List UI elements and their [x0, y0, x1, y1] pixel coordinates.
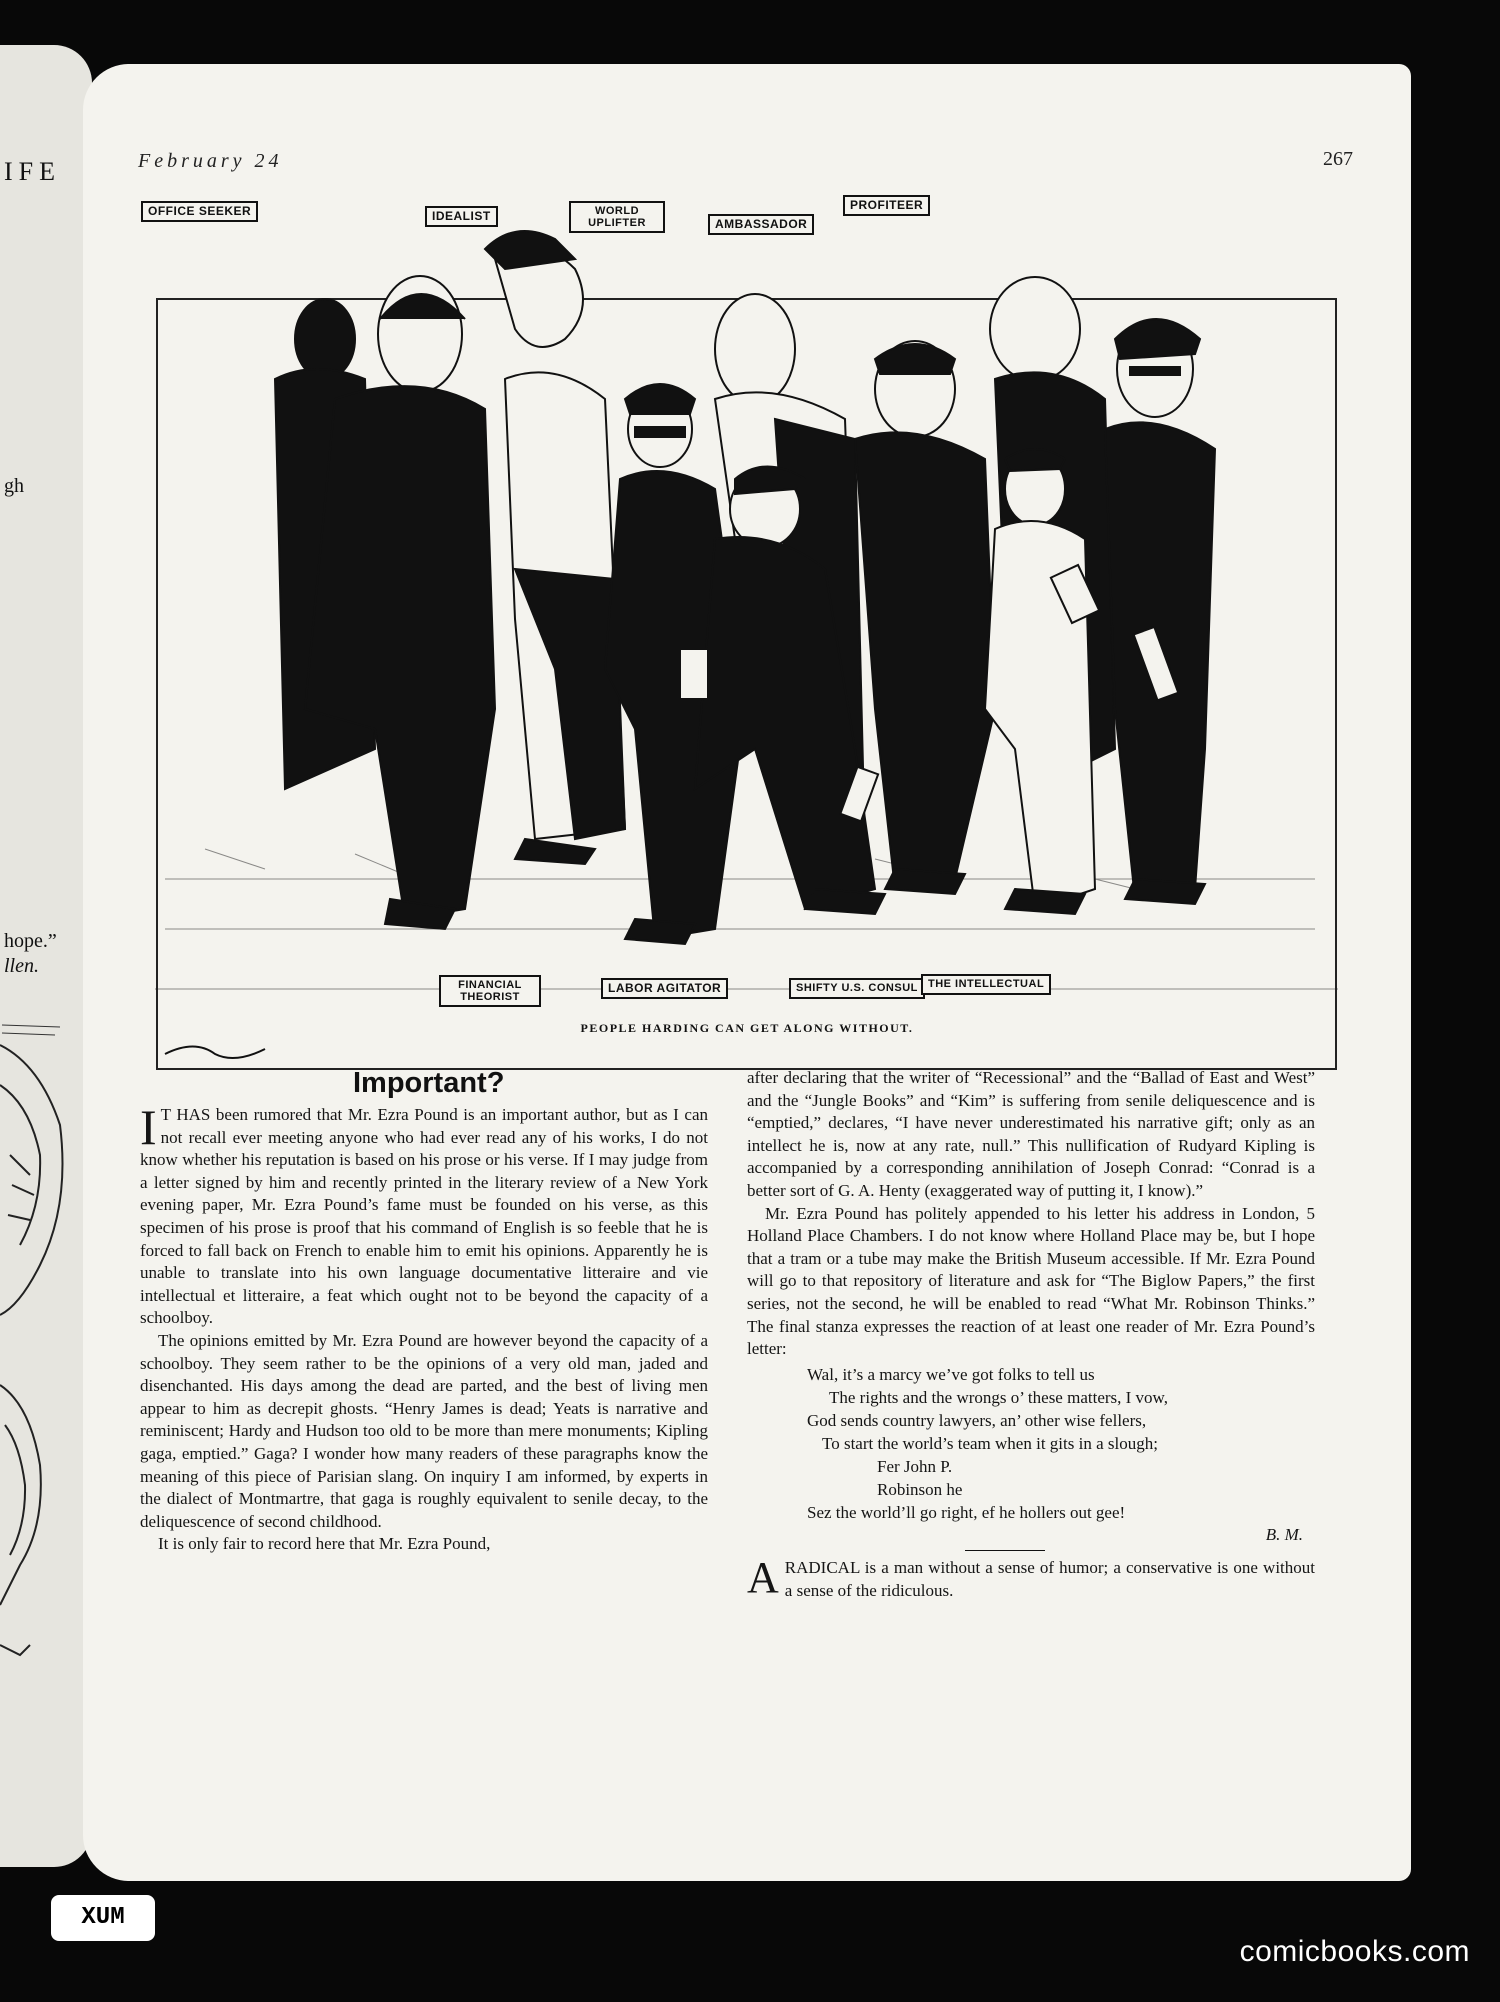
facing-page-text-fragment: llen.: [4, 955, 39, 977]
divider: [965, 1550, 1045, 1551]
facing-page-text-fragment: hope.”: [4, 930, 57, 952]
poem-line: To start the world’s team when it gits in a slough;: [822, 1433, 1158, 1453]
facing-page-title-fragment: IFE: [4, 157, 61, 186]
magazine-page: [83, 64, 1411, 1881]
article-title: Important?: [353, 1067, 505, 1099]
cartoon-caption: PEOPLE HARDING CAN GET ALONG WITHOUT.: [580, 1021, 914, 1035]
poem-line: Fer John P.: [877, 1456, 953, 1476]
facing-page: [0, 45, 92, 1867]
watermark: comicbooks.com: [1239, 1935, 1470, 1968]
cartoon-illustration: [155, 189, 1338, 1071]
drop-cap: I: [140, 1099, 157, 1155]
page-number: 267: [1323, 148, 1353, 170]
drop-cap: A: [747, 1553, 779, 1603]
poem-stanza: [747, 1363, 1315, 1524]
label-office-seeker: OFFICE SEEKER: [141, 201, 258, 222]
label-ambassador: AMBASSADOR: [708, 214, 814, 235]
page-date: February 24: [138, 150, 283, 172]
scan-stamp: XUM: [51, 1895, 155, 1941]
label-profiteer: PROFITEER: [843, 195, 930, 216]
article-paragraph: after declaring that the writer of “Recessional” and the “Ballad of East and West” and the “Jungle Books” and “Kim” is suffering from senile deliquescence and is “emptied,” declares, “I have never underestimated his narrative gift; only as an intellect he is, now at any rate, null.” This nullification of Rudyard Kipling is accompanied by a corresponding annihilation of Joseph Conrad: “Conrad is a better sort of G. A. Henty (exaggerated way of putting it, I know).”: [747, 1068, 1315, 1200]
article-paragraph: It is only fair to record here that Mr. Ezra Pound,: [158, 1534, 491, 1554]
label-world-uplifter: WORLD UPLIFTER: [569, 201, 665, 233]
poem-line: The rights and the wrongs o’ these matters, I vow,: [829, 1387, 1168, 1407]
poem-line: God sends country lawyers, an’ other wise fellers,: [807, 1410, 1147, 1430]
poem-line: Wal, it’s a marcy we’ve got folks to tell us: [807, 1364, 1095, 1384]
article-paragraph: The opinions emitted by Mr. Ezra Pound are however beyond the capacity of a schoolboy. They seem rather to be the opinions of a very old man, jaded and disenchanted. His days among the dead are parted, and the best of living men appear to him as decrepit ghosts. “Henry James is dead; Yeats is narrative and reminiscent; Hardy and Hudson too old to be more than mere monuments; Kipling gaga, emptied.” Gaga? I wonder how many readers of these paragraphs know the meaning of this piece of Parisian slang. On inquiry I am informed, by experts in the dialect of Montmartre, that gaga is roughly equivalent to senile decay, to the deliquescence of second childhood.: [140, 1330, 708, 1531]
article-paragraph: Mr. Ezra Pound has politely appended to his letter his address in London, 5 Holland Place Chambers. I do not know where Holland Place may be, but I hope that a tram or a tube may make the British Museum accessible. If Mr. Ezra Pound will go to that repository of literature and ask for “The Biglow Papers,” the first series, not the second, he will be enabled to read “What Mr. Robinson Thinks.” The final stanza expresses the reaction of at least one reader of Mr. Ezra Pound’s letter:: [747, 1203, 1315, 1359]
label-shifty-consul: SHIFTY U.S. CONSUL: [789, 978, 925, 999]
poem-line: Robinson he: [877, 1479, 963, 1499]
label-labor-agitator: LABOR AGITATOR: [601, 978, 728, 999]
facing-page-illustration: [0, 1005, 88, 1705]
article-column-right: [747, 1067, 1315, 1603]
poem-line: Sez the world’ll go right, ef he hollers out gee!: [807, 1502, 1126, 1522]
article-paragraph: I T HAS been rumored that Mr. Ezra Pound is an important author, but as I can not recall ever meeting anyone who had ever read any of his works, I do not know whether his reputation is based on his prose or his verse. If I may judge from a letter signed by him and recently printed in the literary review of a New York evening paper, Mr. Ezra Pound’s fame must be founded on his verse, as this specimen of his prose is proof that his command of English is so feeble that he is forced to fall back on French to enable him to emit his opinions. Apparently he is unable to translate into his own language documentative litteraire and vie intellectual et litteraire, a feat which ought not to be beyond the capacity of a schoolboy.: [140, 1099, 708, 1328]
label-idealist: IDEALIST: [425, 206, 498, 227]
label-intellectual: THE INTELLECTUAL: [921, 974, 1051, 995]
author-signature: B. M.: [1265, 1524, 1303, 1544]
label-financial-theorist: FINANCIAL THEORIST: [439, 975, 541, 1007]
facing-page-text-fragment: gh: [4, 475, 24, 497]
article-column-left: [140, 1099, 708, 1556]
radical-paragraph: ARADICAL is a man without a sense of humor; a conservative is one without a sense of the ridiculous.: [747, 1553, 1315, 1603]
